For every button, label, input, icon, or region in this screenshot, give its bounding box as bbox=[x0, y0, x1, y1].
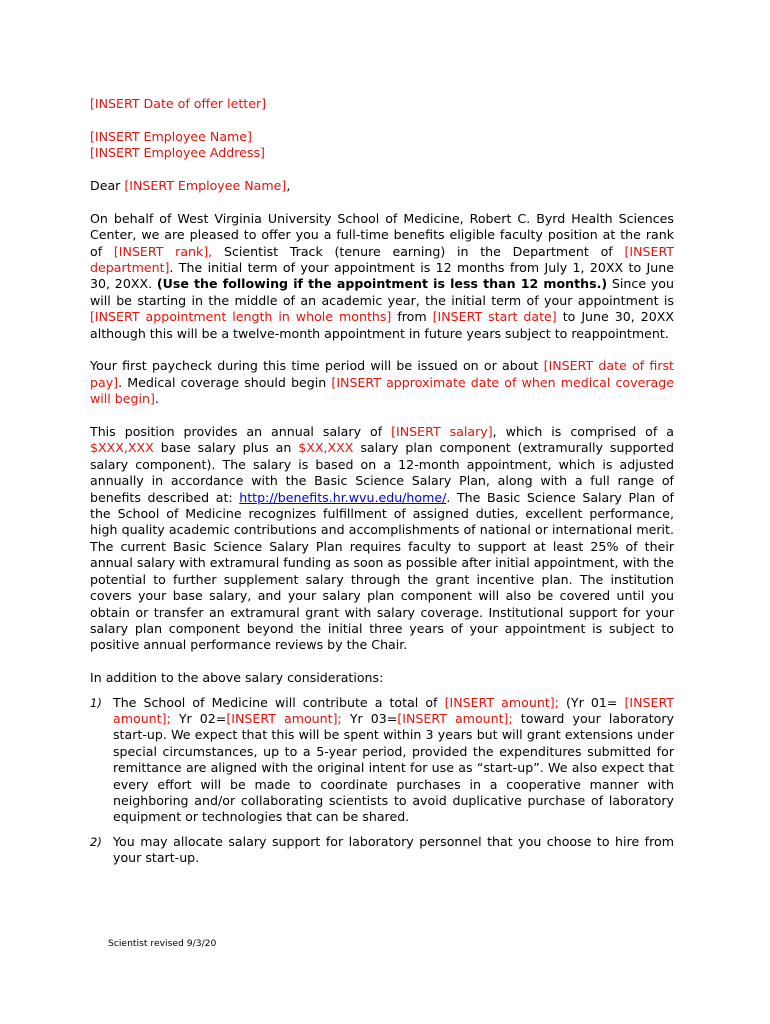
employee-address-placeholder: [INSERT Employee Address] bbox=[90, 145, 265, 161]
text: Your first paycheck during this time period will be issued on or about bbox=[90, 358, 544, 374]
list-item bbox=[90, 695, 674, 826]
salutation-prefix: Dear bbox=[90, 178, 125, 193]
text: . bbox=[154, 391, 159, 407]
text: Since you will be starting in the middle of an academic year, the initial term of your appointment is bbox=[90, 276, 674, 308]
text: This position provides an annual salary of bbox=[90, 424, 392, 440]
salary-placeholder: [INSERT salary] bbox=[391, 424, 493, 440]
text: On behalf of West Virginia University School of Medicine, Robert C. Byrd Health Sciences Center, we are pleased to offer you a full-time benefits eligible faculty position at the rank of bbox=[90, 210, 674, 259]
text: The School of Medicine will contribute a total of bbox=[113, 694, 445, 710]
letter-body bbox=[90, 96, 674, 875]
offer-date bbox=[90, 96, 674, 112]
text: Yr 03= bbox=[341, 710, 398, 726]
text: . Medical coverage should begin bbox=[118, 374, 332, 390]
paragraph-additional: In addition to the above salary considerations: bbox=[90, 670, 384, 686]
footer-revision: Scientist revised 9/3/20 bbox=[108, 938, 217, 949]
list-number: 2) bbox=[90, 834, 102, 849]
list-number: 1) bbox=[90, 695, 102, 710]
text: Scientist Track (tenure earning) in the Department of bbox=[212, 243, 625, 259]
yr2-amount-placeholder: [INSERT amount]; bbox=[226, 710, 342, 726]
salutation bbox=[90, 178, 674, 194]
yr3-amount-placeholder: [INSERT amount]; bbox=[397, 710, 513, 726]
text: salary plan component (extramurally supported salary component). The salary is based on a 12-month appointment, which is adjusted annually in accordance with the Basic Science Salary Plan, along with a full range of benefits described at: bbox=[90, 440, 674, 505]
first-pay-placeholder: [INSERT date of first pay] bbox=[90, 358, 674, 390]
department-placeholder: [INSERT department] bbox=[90, 243, 674, 276]
text: , which is comprised of a bbox=[492, 424, 675, 440]
benefits-link[interactable]: http://benefits.hr.wvu.edu/home/ bbox=[239, 489, 447, 505]
salary-considerations-list bbox=[90, 695, 674, 867]
paragraph-paycheck bbox=[90, 358, 674, 407]
employee-name-placeholder: [INSERT Employee Name] bbox=[90, 128, 252, 144]
length-placeholder: [INSERT appointment length in whole months] bbox=[90, 309, 392, 325]
base-salary-placeholder: $XXX,XXX bbox=[90, 440, 154, 456]
text: to June 30, 20XX although this will be a twelve-month appointment in future years subject to reappointment. bbox=[90, 309, 674, 341]
date-placeholder: [INSERT Date of offer letter] bbox=[90, 96, 267, 111]
text: toward your laboratory start-up. We expect that this will be spent within 3 years but will grant extensions under special circumstances, up to a 5-year period, provided the expenditures submitted for remittance are aligned with the original intent for use as “start-up”. We also expect that every effort will be made to coordinate purchases in a cooperative manner with neighboring and/or collaborating scientists to avoid duplicative purchase of laboratory equipment or technologies that can be shared. bbox=[113, 710, 674, 825]
salutation-name: [INSERT Employee Name] bbox=[124, 178, 287, 193]
rank-placeholder: [INSERT rank], bbox=[113, 243, 213, 259]
text: base salary plus an bbox=[153, 440, 299, 456]
text: . The initial term of your appointment is 12 months from July 1, 20XX to June 30, 20XX. bbox=[90, 260, 674, 292]
list-item bbox=[90, 834, 674, 867]
text: (Yr 01= bbox=[558, 694, 625, 710]
total-amount-placeholder: [INSERT amount]; bbox=[444, 694, 559, 710]
text: from bbox=[391, 309, 433, 325]
bold-note: (Use the following if the appointment is less than 12 months.) bbox=[156, 276, 608, 292]
paragraph-salary bbox=[90, 424, 674, 654]
text: . The Basic Science Salary Plan of the School of Medicine recognizes fulfillment of assigned duties, excellent performance, high quality academic contributions and accomplishments of national or international merit. The current Basic Science Salary Plan requires faculty to support at least 25% of their annual salary with extramural funding as soon as possible after initial appointment, with the potential to further supplement salary through the grant incentive plan. The institution covers your base salary, and your salary plan component will also be covered until you obtain or transfer an extramural grant with salary coverage. Institutional support for your salary plan component beyond the initial three years of your appointment is subject to positive annual performance reviews by the Chair. bbox=[90, 489, 674, 653]
start-date-placeholder: [INSERT start date] bbox=[432, 309, 557, 325]
coverage-date-placeholder: [INSERT approximate date of when medical coverage will begin] bbox=[90, 374, 674, 407]
text: Yr 02= bbox=[170, 710, 227, 726]
yr1-amount-placeholder: [INSERT amount]; bbox=[113, 694, 674, 726]
recipient-block bbox=[90, 129, 674, 162]
plan-salary-placeholder: $XX,XXX bbox=[298, 440, 354, 456]
salutation-suffix: , bbox=[286, 178, 291, 193]
paragraph-appointment bbox=[90, 211, 674, 342]
text: You may allocate salary support for laboratory personnel that you choose to hire from your start-up. bbox=[113, 833, 674, 866]
